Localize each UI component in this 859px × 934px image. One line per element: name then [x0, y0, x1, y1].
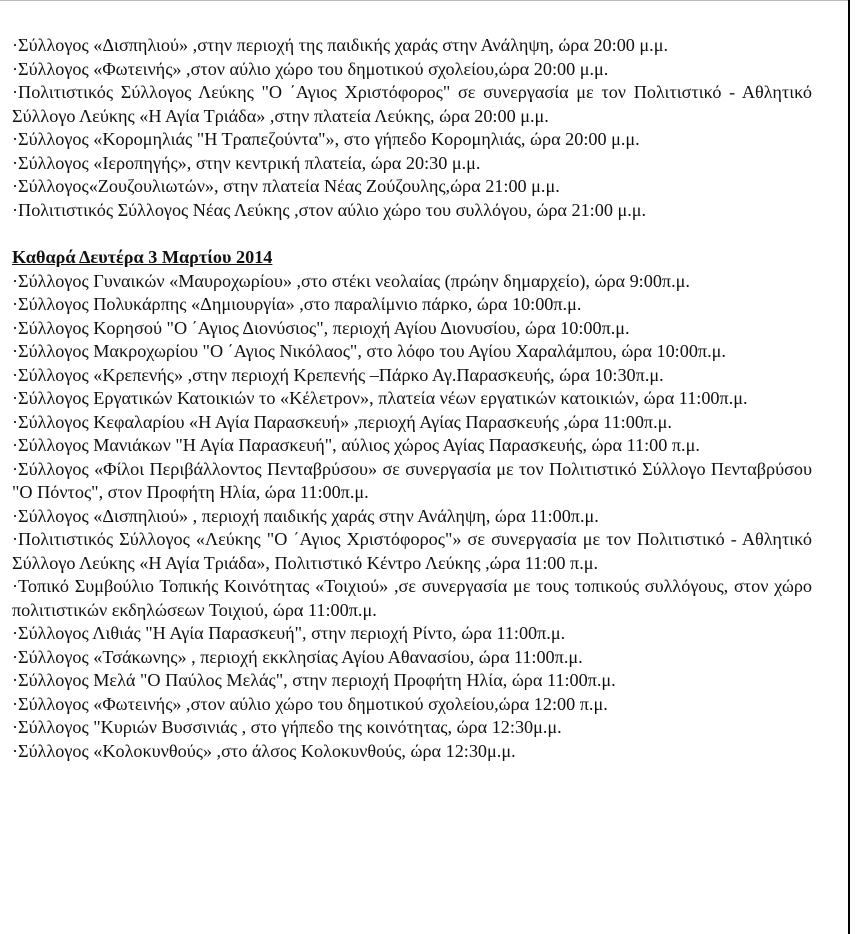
- event-entry-krepeni: ·Σύλλογος «Κρεπενής» ,στην περιοχή Κρεπενής –Πάρκο Αγ.Παρασκευής, ώρα 10:30π.μ.: [12, 364, 664, 385]
- event-entry-keletron: ·Σύλλογος Εργατικών Κατοικιών το «Κέλετρον», πλατεία νέων εργατικών κατοικιών, ώρα 11:00π.μ.: [12, 388, 748, 408]
- event-entry-zouzouli: ·Σύλλογος«Ζουζουλιωτών», στην πλατεία Νέας Ζούζουλης,ώρα 21:00 μ.μ.: [12, 176, 560, 196]
- event-entry-korisos: ·Σύλλογος Κορησού "Ο ΄Αγιος Διονύσιος", περιοχή Αγίου Διονυσίου, ώρα 10:00π.μ.: [12, 317, 630, 338]
- section-spacer: [12, 222, 812, 246]
- event-entry-maniakoi: ·Σύλλογος Μανιάκων "Η Αγία Παρασκευή", αύλιος χώρος Αγίας Παρασκευής, ώρα 11:00 π.μ.: [12, 435, 700, 455]
- event-entry-koromilia: ·Σύλλογος «Κορομηλιάς "Η Τραπεζούντα"», στο γήπεδο Κορομηλιάς, ώρα 20:00 μ.μ.: [12, 129, 640, 149]
- event-entry-pentavryso: ·Σύλλογος «Φίλοι Περιβάλλοντος Πενταβρύσου» σε συνεργασία με τον Πολιτιστικό Σύλλογο Πενταβρύσου "Ο Πόντος", στον Προφήτη Ηλία, ώρα 11:00π.μ.: [12, 458, 812, 502]
- event-entry-lefki: ·Πολιτιστικός Σύλλογος Λεύκης "Ο ΄Αγιος Χριστόφορος" σε συνεργασία με τον Πολιτιστικό - Αθλητικό Σύλλογο Λεύκης «Η Αγία Τριάδα» ,στην πλατεία Λεύκης, ώρα 20:00 μ.μ.: [12, 82, 812, 126]
- event-entry-toichio: ·Τοπικό Συμβούλιο Τοπικής Κοινότητας «Τοιχιού» ,σε συνεργασία με τους τοπικούς συλλόγους, στον χώρο πολιτιστικών εκδηλώσεων Τοιχιού, ώρα 11:00π.μ.: [12, 576, 812, 620]
- event-entry-vyssinia: ·Σύλλογος "Κυριών Βυσσινιάς , στο γήπεδο της κοινότητας, ώρα 12:30μ.μ.: [12, 717, 562, 737]
- event-entry-dispilio: ·Σύλλογος «Δισπηλιού» ,στην περιοχή της παιδικής χαράς στην Ανάληψη, ώρα 20:00 μ.μ.: [12, 35, 669, 55]
- event-entry-melas: ·Σύλλογος Μελά "Ο Παύλος Μελάς", στην περιοχή Προφήτη Ηλία, ώρα 11:00π.μ.: [12, 670, 616, 690]
- event-entry-lithia: ·Σύλλογος Λιθιάς "Η Αγία Παρασκευή", στην περιοχή Ρίντο, ώρα 11:00π.μ.: [12, 623, 566, 643]
- event-entry-foteini-noon: ·Σύλλογος «Φωτεινής» ,στον αύλιο χώρο του δημοτικού σχολείου,ώρα 12:00 π.μ.: [12, 693, 608, 714]
- event-entry-foteini: ·Σύλλογος «Φωτεινής» ,στον αύλιο χώρο του δημοτικού σχολείου,ώρα 20:00 μ.μ.: [12, 58, 609, 79]
- document-page: [12, 34, 812, 763]
- event-entry-ieropigi: ·Σύλλογος «Ιεροπηγής», στην κεντρική πλατεία, ώρα 20:30 μ.μ.: [12, 152, 481, 173]
- top-border: [0, 0, 849, 1]
- event-entry-kolokynthou: ·Σύλλογος «Κολοκυνθούς» ,στο άλσος Κολοκυνθούς, ώρα 12:30μ.μ.: [12, 740, 516, 761]
- event-entry-tsakoni: ·Σύλλογος «Τσάκωνης» , περιοχή εκκλησίας Αγίου Αθανασίου, ώρα 11:00π.μ.: [12, 646, 583, 667]
- event-entry-kefalari: ·Σύλλογος Κεφαλαρίου «Η Αγία Παρασκευή» ,περιοχή Αγίας Παρασκευής ,ώρα 11:00π.μ.: [12, 411, 672, 432]
- event-entry-nea-lefki: ·Πολιτιστικός Σύλλογος Νέας Λεύκης ,στον αύλιο χώρο του συλλόγου, ώρα 21:00 μ.μ.: [12, 199, 647, 220]
- event-entry-polykarpi: ·Σύλλογος Πολυκάρπης «Δημιουργία» ,στο παραλίμνιο πάρκο, ώρα 10:00π.μ.: [12, 294, 582, 314]
- section-heading: Καθαρά Δευτέρα 3 Μαρτίου 2014: [12, 247, 273, 267]
- event-entry-dispilio-morning: ·Σύλλογος «Δισπηλιού» , περιοχή παιδικής χαράς στην Ανάληψη, ώρα 11:00π.μ.: [12, 505, 599, 526]
- right-border: [848, 0, 850, 934]
- event-entry-lefki-morning: ·Πολιτιστικός Σύλλογος «Λεύκης "Ο ΄Αγιος Χριστόφορος"» σε συνεργασία με τον Πολιτιστικό - Αθλητικό Σύλλογο Λεύκης «Η Αγία Τριάδα», Πολιτιστικό Κέντρο Λεύκης ,ώρα 11:00 π.μ.: [12, 529, 812, 573]
- event-entry-mavrochori: ·Σύλλογος Γυναικών «Μαυροχωρίου» ,στο στέκι νεολαίας (πρώην δημαρχείο), ώρα 9:00π.μ.: [12, 270, 690, 291]
- event-entry-makrochori: ·Σύλλογος Μακροχωρίου "Ο ΄Αγιος Νικόλαος", στο λόφο του Αγίου Χαραλάμπου, ώρα 10:00π.μ.: [12, 341, 726, 361]
